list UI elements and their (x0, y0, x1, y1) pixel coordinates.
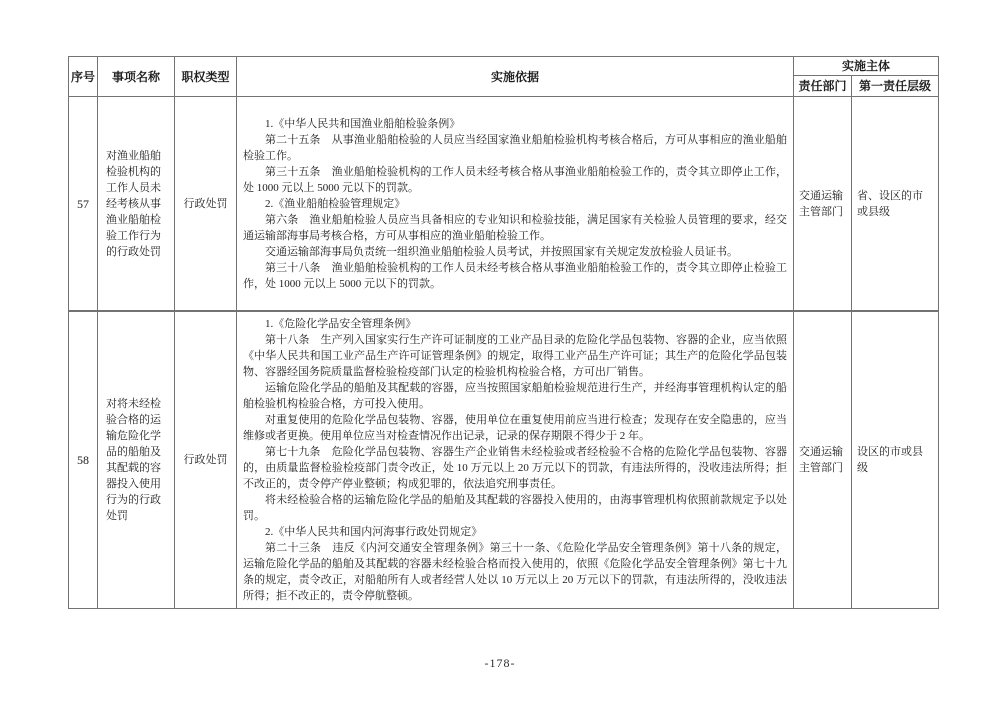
responsible-dept-cell: 交通运输主管部门 (794, 311, 852, 609)
table-row-58 (69, 311, 939, 609)
authority-type-cell: 行政处罚 (175, 97, 237, 312)
table-row-57 (69, 97, 939, 312)
basis-paragraph: 第六条 渔业船舶检验人员应当具备相应的专业知识和检验技能，满足国家有关检验人员管理的要求，经交通运输部海事局考核合格，方可从事相应的渔业船舶检验工作。 (243, 213, 787, 242)
page-number: -178- (484, 656, 516, 670)
basis-paragraph: 第三十五条 渔业船舶检验机构的工作人员未经考核合格从事渔业船舶检验工作的，责令其立即停止工作，处 1000 元以上 5000 元以下的罚款。 (243, 165, 787, 194)
header-cell-seq: 序号 (69, 57, 98, 97)
legal-basis-cell (237, 97, 794, 312)
basis-paragraph: 2.《渔业船舶检验管理规定》 (265, 197, 406, 210)
basis-paragraph: 2.《中华人民共和国内河海事行政处罚规定》 (265, 526, 483, 538)
item-name-cell: 对将未经检验合格的运输危险化学品的船舶及其配载的容器投入使用行为的行政处罚 (98, 311, 175, 609)
responsible-dept-cell: 交通运输主管部门 (794, 97, 852, 312)
legal-basis-cell (237, 311, 794, 609)
seq-cell: 58 (69, 311, 98, 609)
basis-paragraph: 对重复使用的危险化学品包装物、容器，使用单位在重复使用前应当进行检查；发现存在安全隐患的，应当维修或者更换。使用单位应当对检查情况作出记录，记录的保存期限不得少于 2 年。 (243, 414, 787, 442)
header-cell-first-responsibility-level: 第一责任层级 (852, 76, 939, 97)
basis-paragraph: 1.《危险化学品安全管理条例》 (265, 318, 417, 330)
header-cell-authority-type: 职权类型 (175, 57, 237, 97)
header-cell-item-name: 事项名称 (98, 57, 175, 97)
seq-cell: 57 (69, 97, 98, 312)
header-cell-implementing-subject: 实施主体 (794, 57, 939, 76)
header-cell-responsible-dept: 责任部门 (794, 76, 852, 97)
basis-paragraph: 将未经检验合格的运输危险化学品的船舶及其配载的容器投入使用的，由海事管理机构依照前款规定予以处罚。 (243, 494, 787, 522)
responsibility-level-cell: 设区的市或县级 (852, 311, 939, 609)
header-cell-legal-basis: 实施依据 (237, 57, 794, 97)
item-name-cell: 对渔业船舶检验机构的工作人员未经考核从事渔业船舶检验工作行为的行政处罚 (98, 97, 175, 312)
basis-paragraph: 交通运输部海事局负责统一组织渔业船舶检验人员考试，并按照国家有关规定发放检验人员证书。 (265, 245, 738, 258)
basis-paragraph: 1.《中华人民共和国渔业船舶检验条例》 (265, 117, 461, 130)
basis-paragraph: 运输危险化学品的船舶及其配载的容器，应当按照国家船舶检验规范进行生产，并经海事管理机构认定的船舶检验机构检验合格，方可投入使用。 (243, 382, 787, 410)
authority-type-cell: 行政处罚 (175, 311, 237, 609)
table-header-row (69, 57, 939, 76)
basis-paragraph: 第十八条 生产列入国家实行生产许可证制度的工业产品目录的危险化学品包装物、容器的企业，应当依照《中华人民共和国工业产品生产许可证管理条例》的规定，取得工业产品生产许可证；其生产的危险化学品包装物、容器经国务院质量监督检验检疫部门认定的检验机构检验合格，方可出厂销售。 (243, 334, 787, 378)
responsibility-level-cell: 省、设区的市或县级 (852, 97, 939, 312)
basis-paragraph: 第七十九条 危险化学品包装物、容器生产企业销售未经检验或者经检验不合格的危险化学品包装物、容器的，由质量监督检验检疫部门责令改正，处 10 万元以上 20 万元以下的罚款，有违法所得的，没收违法所得；拒不改正的，责令停产停业整顿；构成犯罪的，依法追究刑事责任。 (243, 446, 787, 490)
authority-items-table (68, 56, 939, 609)
basis-paragraph: 第三十八条 渔业船舶检验机构的工作人员未经考核合格从事渔业船舶检验工作的，责令其立即停止检验工作，处 1000 元以上 5000 元以下的罚款。 (243, 261, 787, 290)
basis-paragraph: 第二十五条 从事渔业船舶检验的人员应当经国家渔业船舶检验机构考核合格后，方可从事相应的渔业船舶检验工作。 (243, 133, 787, 162)
basis-paragraph: 第二十三条 违反《内河交通安全管理条例》第三十一条、《危险化学品安全管理条例》第十八条的规定，运输危险化学品的船舶及其配载的容器未经检验合格而投入使用的，依照《危险化学品安全管理条例》第七十九条的规定，责令改正，对船舶所有人或者经营人处以 10 万元以上 20 万元以下的罚款，有违法所得的，没收违法所得；拒不改正的，责令停航整顿。 (243, 542, 787, 602)
